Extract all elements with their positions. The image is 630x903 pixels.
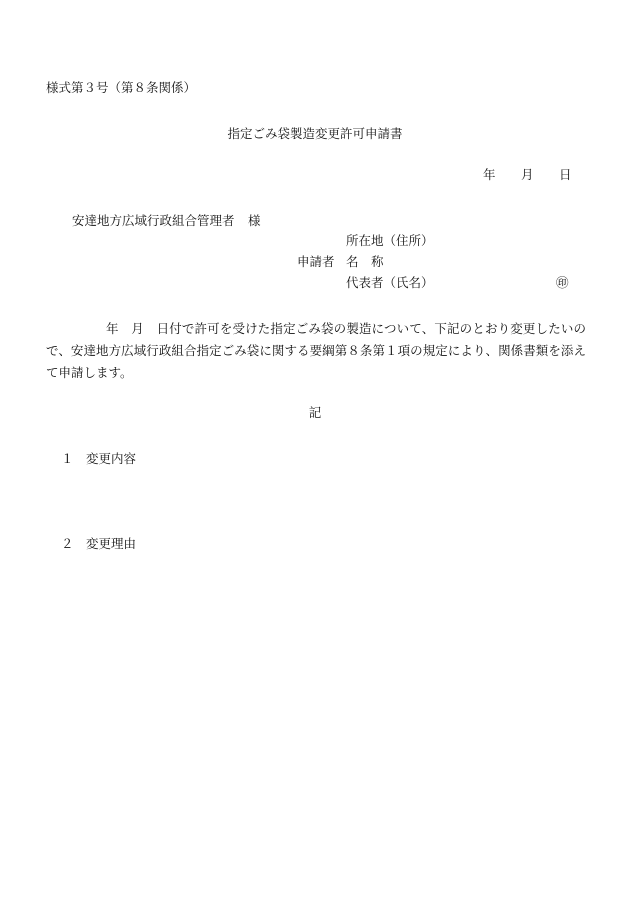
addressee-name: 安達地方広域行政組合管理者	[72, 213, 235, 228]
item-2-label: 変更理由	[86, 536, 137, 551]
date-day-label: 日	[559, 167, 572, 182]
item-1-number: １	[61, 451, 74, 466]
item-2-number: ２	[61, 536, 74, 551]
form-number: 様式第３号（第８条関係）	[46, 80, 197, 95]
applicant-label: 申請者	[297, 254, 335, 269]
addressee-honorific: 様	[248, 213, 261, 228]
body-paragraph	[46, 318, 586, 384]
applicant-name-label: 名 称	[346, 254, 384, 269]
document-title: 指定ごみ袋製造変更許可申請書	[227, 126, 403, 141]
applicant-address-label: 所在地（住所）	[346, 233, 434, 248]
body-text: 年 月 日付で許可を受けた指定ごみ袋の製造について、下記のとおり変更したいので、安達地方広域行政組合指定ごみ袋に関する要綱第８条第１項の規定により、関係書類を添えて申請します。	[46, 321, 586, 380]
seal-mark: ㊞	[556, 275, 569, 290]
date-month-label: 月	[521, 167, 534, 182]
ki-heading: 記	[308, 405, 322, 420]
item-1-label: 変更内容	[86, 451, 137, 466]
applicant-representative-label: 代表者（氏名）	[346, 275, 434, 290]
date-year-label: 年	[483, 167, 496, 182]
